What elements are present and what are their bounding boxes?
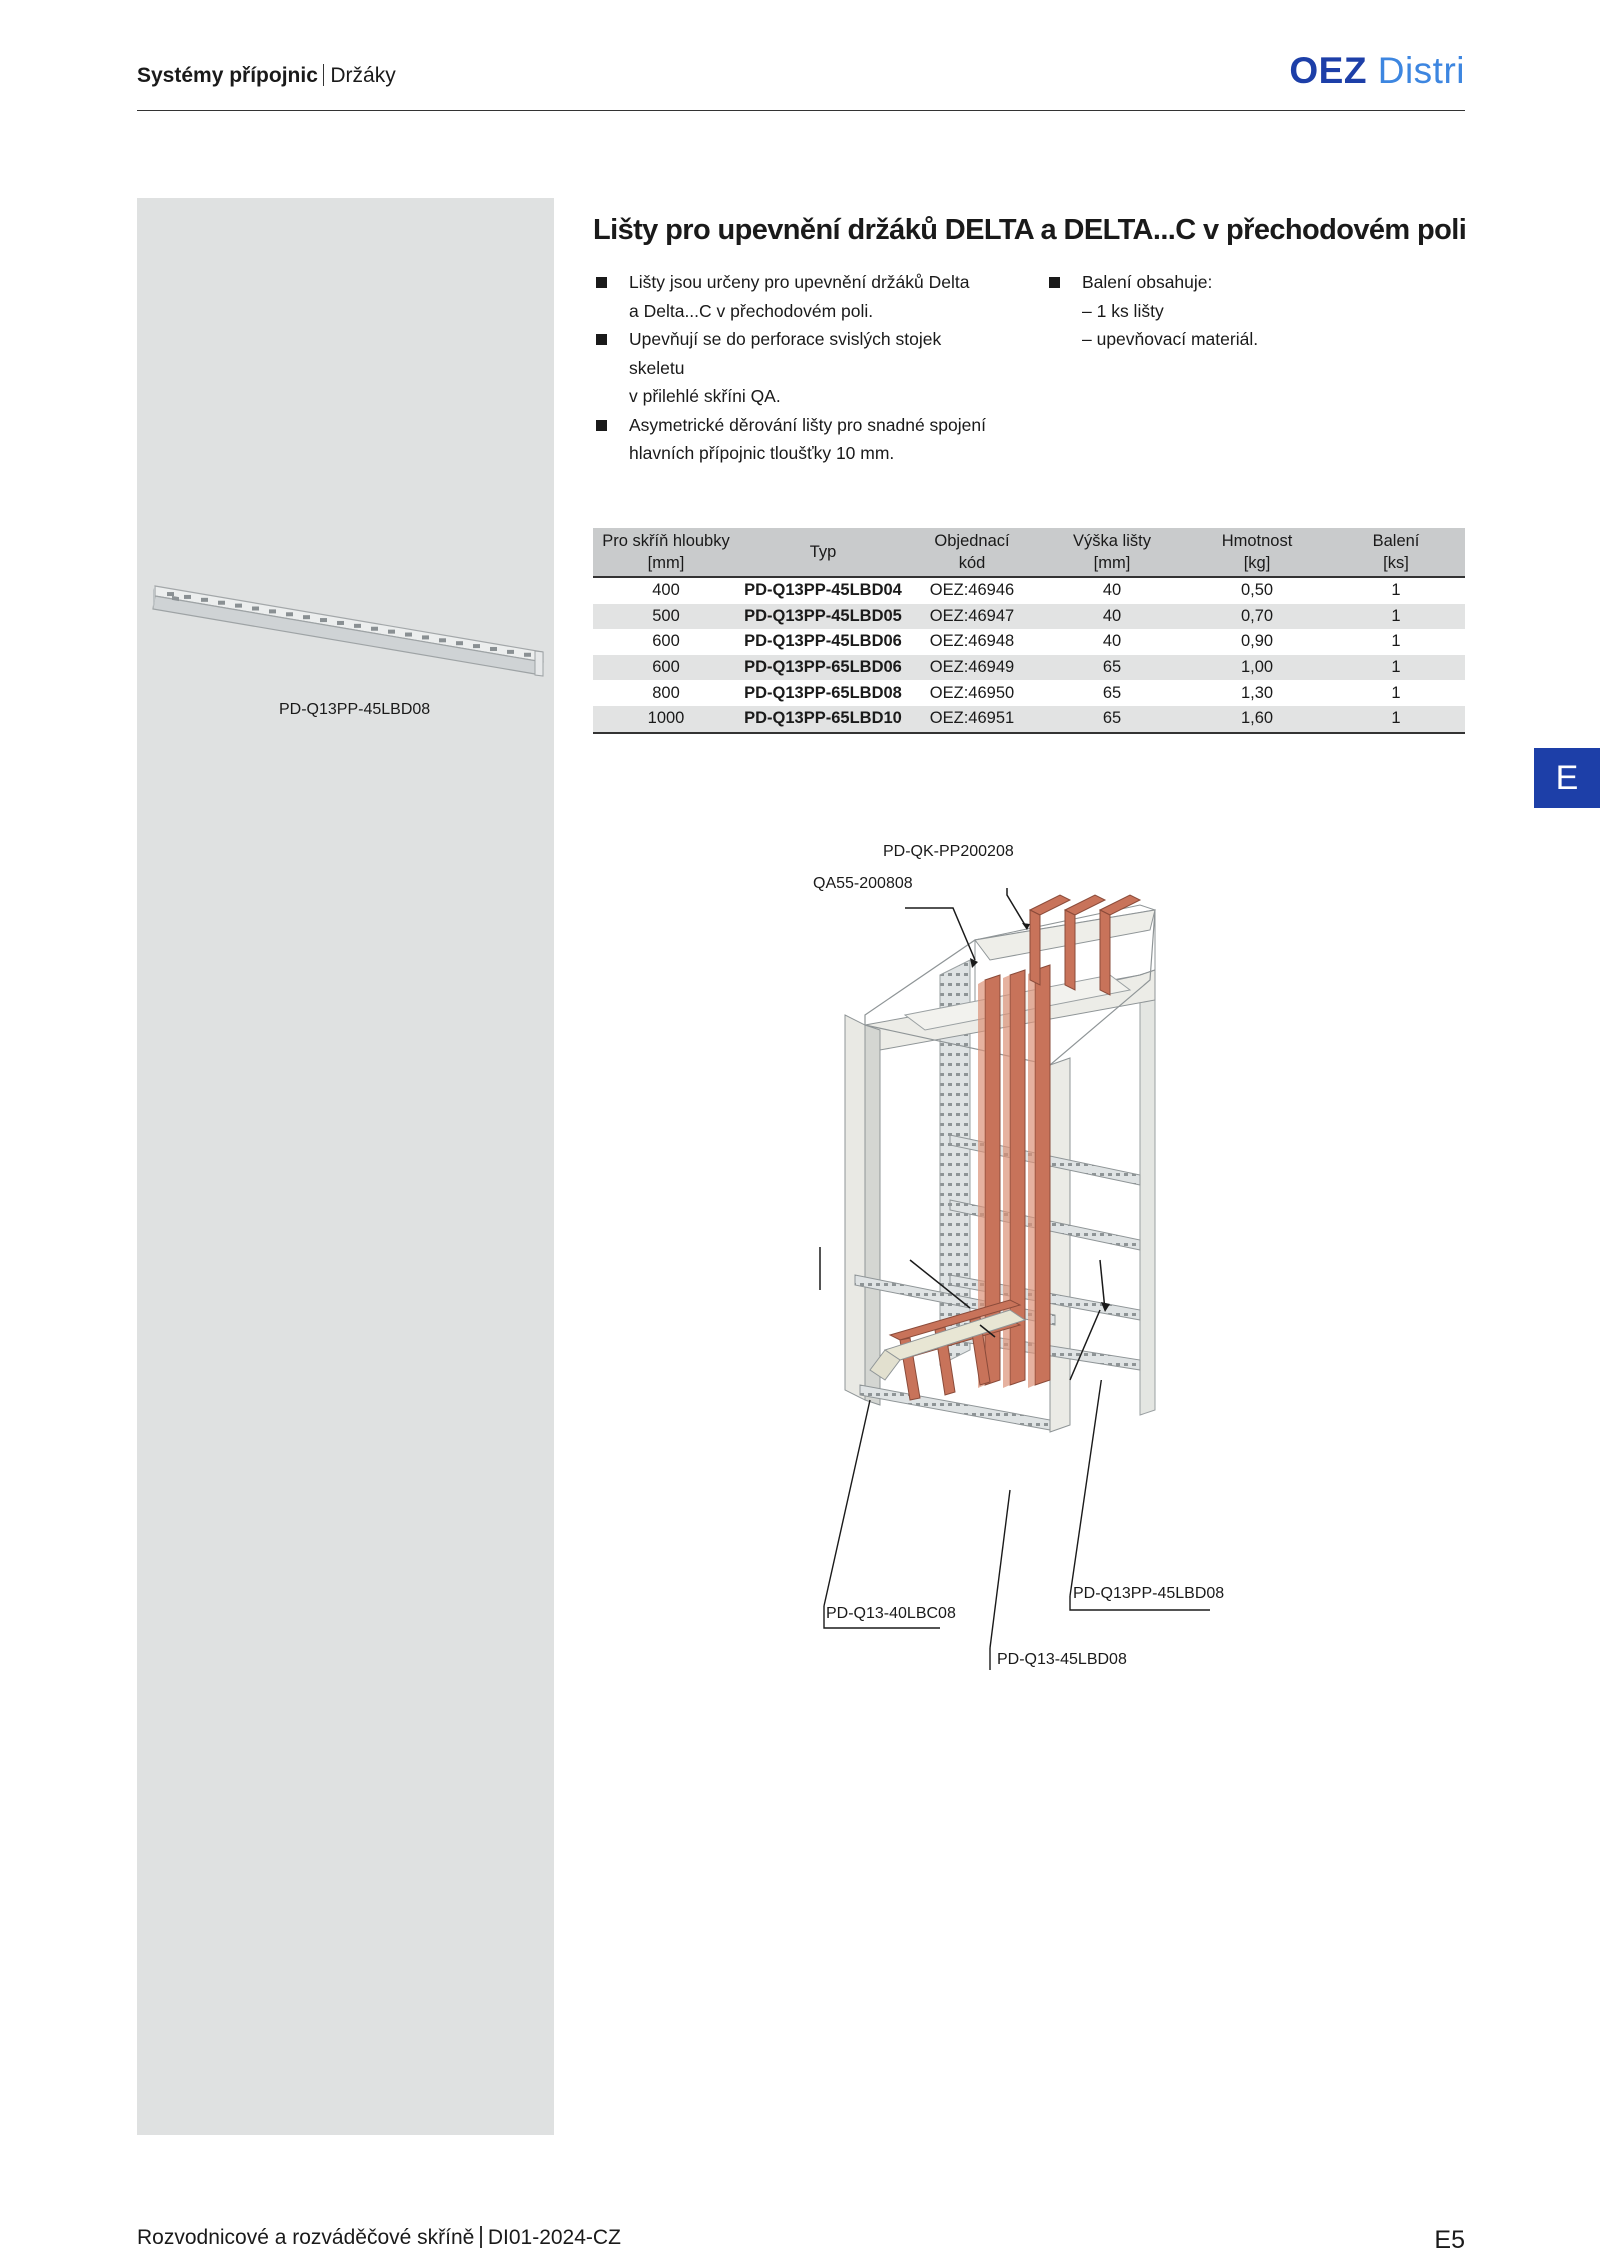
page-header: [137, 50, 1465, 111]
section-title: Lišty pro upevnění držáků DELTA a DELTA...C v přechodovém poli: [593, 214, 1467, 246]
feature-text-cont: v přilehlé skříni QA.: [629, 386, 781, 406]
rail-hole: [337, 621, 344, 625]
rail-hole: [167, 592, 174, 596]
rail-hole: [184, 595, 191, 599]
feature-item: [593, 268, 993, 325]
feature-text: Upevňují se do perforace svislých stojek skeletu: [629, 329, 942, 378]
feature-item: [593, 325, 993, 411]
table-row: 500 PD-Q13PP-45LBD05 OEZ:46947 40 0,70 1: [593, 604, 1465, 630]
rail-hole: [405, 633, 412, 637]
rail-hole: [320, 618, 327, 622]
feature-text: Lišty jsou určeny pro upevnění držáků Delta: [629, 272, 970, 292]
rail-hole: [235, 604, 242, 608]
breadcrumb-subsection: Držáky: [330, 64, 396, 87]
rail-hole: [473, 644, 480, 648]
rail-hole: [286, 612, 293, 616]
rail-hole: [303, 615, 310, 619]
feature-text-cont: a Delta...C v přechodovém poli.: [629, 300, 874, 321]
rail-hole: [201, 598, 208, 602]
table-header-row: [593, 528, 1465, 577]
feature-list: [593, 268, 993, 468]
section-tab-marker: E: [1534, 748, 1600, 808]
callout-qk-pp200208: PD-QK-PP200208: [883, 843, 1014, 860]
breadcrumb-divider: [323, 64, 325, 86]
feature-item: [593, 411, 993, 468]
breadcrumb: [137, 64, 396, 88]
rail-hole: [524, 653, 531, 657]
rail-hole: [354, 624, 361, 628]
col-header-depth: Pro skříň hloubky [mm]: [593, 528, 739, 577]
col-header-type: Typ: [739, 528, 907, 577]
logo-product: Distri: [1377, 50, 1465, 91]
table-row: 400 PD-Q13PP-45LBD04 OEZ:46946 40 0,50 1: [652, 581, 1401, 600]
rail-hole: [490, 647, 497, 651]
callout-q13-40lbc08: PD-Q13-40LBC08: [826, 1605, 956, 1622]
rail-hole: [388, 630, 395, 634]
product-sidebar: [137, 198, 554, 2135]
logo-brand: OEZ: [1289, 50, 1367, 91]
table-row: 600 PD-Q13PP-65LBD06 OEZ:46949 65 1,00 1: [593, 655, 1465, 681]
package-item: – 1 ks lišty: [1082, 300, 1164, 321]
table-row: 1000 PD-Q13PP-65LBD10 OEZ:46951 65 1,60 1: [593, 706, 1465, 733]
footer-catalog-code: DI01-2024-CZ: [487, 2226, 621, 2249]
breadcrumb-section: Systémy přípojnic: [137, 64, 318, 87]
package-contents: [1046, 268, 1346, 354]
oez-distri-logo: [1289, 50, 1465, 92]
rail-hole: [269, 609, 276, 613]
feature-text-cont: hlavních přípojnic tloušťky 10 mm.: [629, 443, 895, 463]
cabinet-assembly-illustration: [810, 880, 1370, 1440]
rail-hole: [439, 638, 446, 642]
rail-hole: [218, 601, 225, 605]
footer-divider: [480, 2226, 482, 2248]
footer-catalog: [137, 2226, 621, 2250]
mounting-rail-image: [137, 578, 554, 698]
table-row: 800 PD-Q13PP-65LBD08 OEZ:46950 65 1,30 1: [652, 683, 1401, 702]
col-header-order-code: Objednací kód: [907, 528, 1037, 577]
col-header-rail-height: Výška lišty [mm]: [1037, 528, 1187, 577]
rail-hole: [252, 607, 259, 611]
rail-hole: [456, 641, 463, 645]
rail-hole: [507, 650, 514, 654]
callout-leaders: [810, 1380, 1370, 1670]
table-row: 600 PD-Q13PP-45LBD06 OEZ:46948 40 0,90 1: [652, 632, 1401, 651]
rail-hole: [422, 635, 429, 639]
col-header-weight: Hmotnost [kg]: [1187, 528, 1327, 577]
col-header-package: Balení [ks]: [1327, 528, 1465, 577]
callout-qa55-200808: QA55-200808: [813, 875, 913, 892]
page-number: E5: [1434, 2226, 1465, 2254]
package-item: – upevňovací materiál.: [1082, 329, 1259, 349]
product-table: [593, 528, 1465, 734]
rail-hole: [371, 627, 378, 631]
footer-catalog-title: Rozvodnicové a rozváděčové skříně: [137, 2226, 475, 2249]
feature-text: Asymetrické děrování lišty pro snadné spojení: [629, 414, 986, 435]
callout-q13-45lbd08: PD-Q13-45LBD08: [997, 1651, 1127, 1668]
callout-q13pp-45lbd08: PD-Q13PP-45LBD08: [1073, 1585, 1225, 1602]
product-image-caption: PD-Q13PP-45LBD08: [279, 701, 431, 718]
package-heading: Balení obsahuje:: [1046, 268, 1346, 297]
